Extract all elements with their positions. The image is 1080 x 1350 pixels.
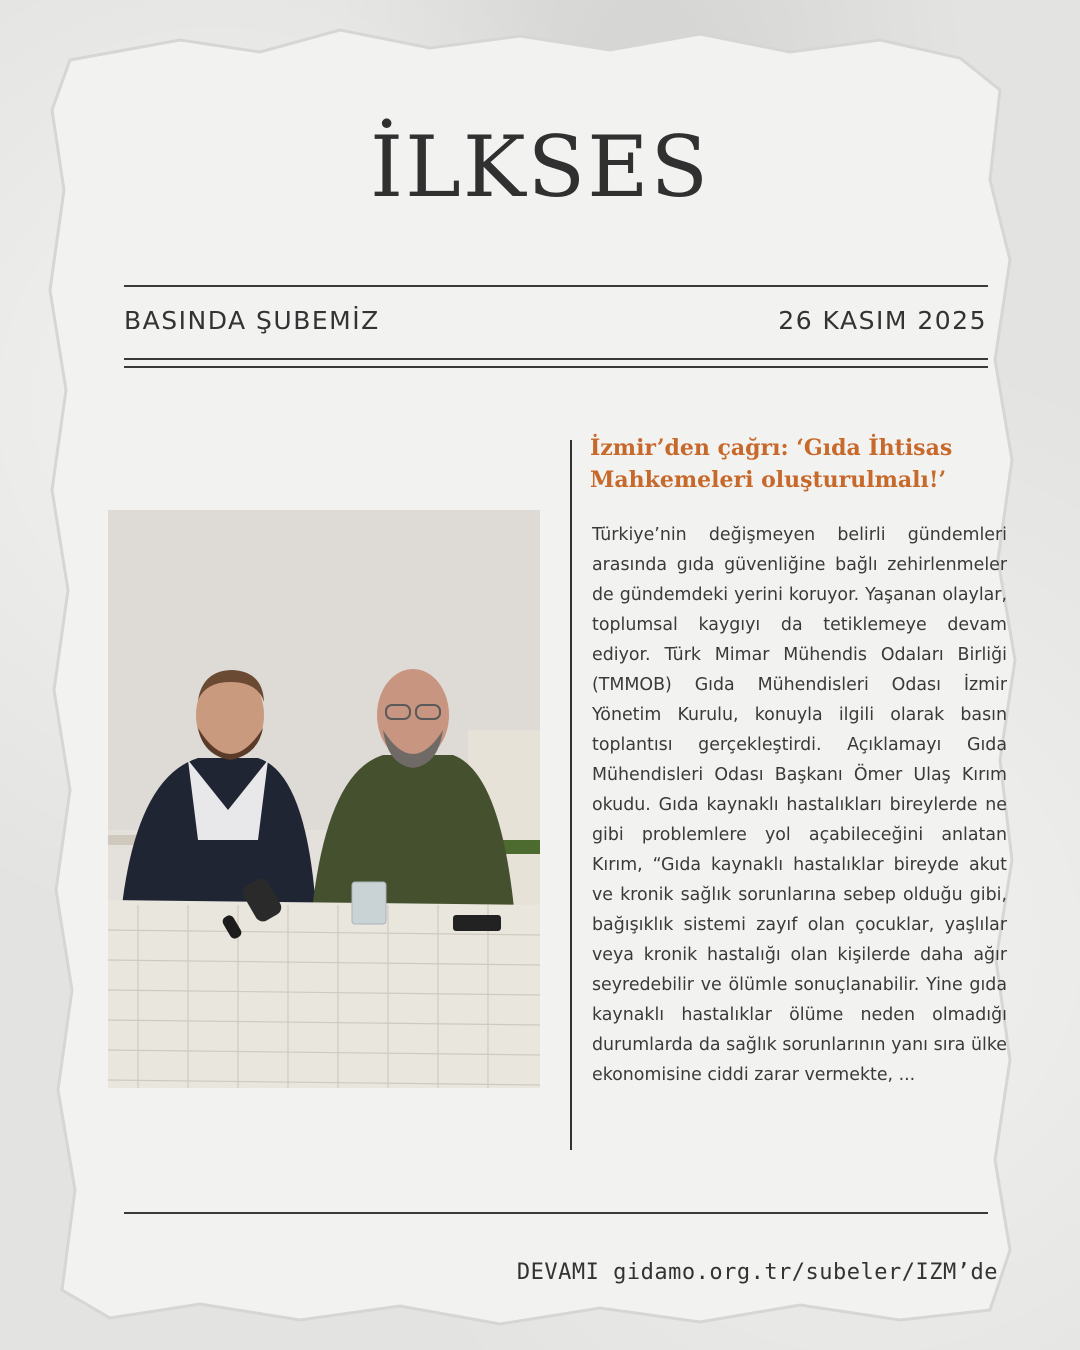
header-bottom-rule-2: [124, 366, 988, 368]
header-bottom-rule-1: [124, 358, 988, 360]
press-conference-photo: [108, 510, 540, 1088]
continue-reading-link[interactable]: DEVAMI gidamo.org.tr/subeler/IZM’de: [516, 1260, 998, 1285]
masthead-title: İLKSES: [369, 118, 711, 216]
footer-rule: [124, 1212, 988, 1214]
article-accent-bar: [570, 440, 572, 1150]
header-top-rule: [124, 285, 988, 287]
section-label: BASINDA ŞUBEMİZ: [124, 306, 380, 335]
article-headline: İzmir’den çağrı: ‘Gıda İhtisas Mahkemeleri oluşturulmalı!’: [590, 435, 953, 493]
article-body: Türkiye’nin değişmeyen belirli gündemleri arasında gıda güvenliğine bağlı zehirlenmeler de gündemdeki yerini koruyor. Yaşanan olaylar, toplumsal kaygıyı da tetiklemeye devam ediyor. Türk Mimar Mühendis Odaları Birliği (TMMOB) Gıda Mühendisleri Odası İzmir Yönetim Kurulu, konuyla ilgili olarak basın toplantısı gerçekleştirdi. Açıklamayı Gıda Mühendisleri Odası Başkanı Ömer Ulaş Kırım okudu. Gıda kaynaklı hastalıkları bireylerde ne gibi problemlere yol açabileceğini anlatan Kırım, “Gıda kaynaklı hastalıklar bireyde akut ve kronik sağlık sorunlarına sebep olduğu gibi, bağışıklık sistemi zayıf olan çocuklar, yaşlılar veya kronik hastalığı olan kişilerde daha ağır seyredebilir ve ölümle sonuçlanabilir. Yine gıda kaynaklı hastalıklar ölüme neden olmadığı durumlarda da sağlık sorunlarının yanı sıra ülke ekonomisine ciddi zarar vermekte, ...: [592, 525, 1007, 1085]
issue-date: 26 KASIM 2025: [778, 306, 987, 335]
